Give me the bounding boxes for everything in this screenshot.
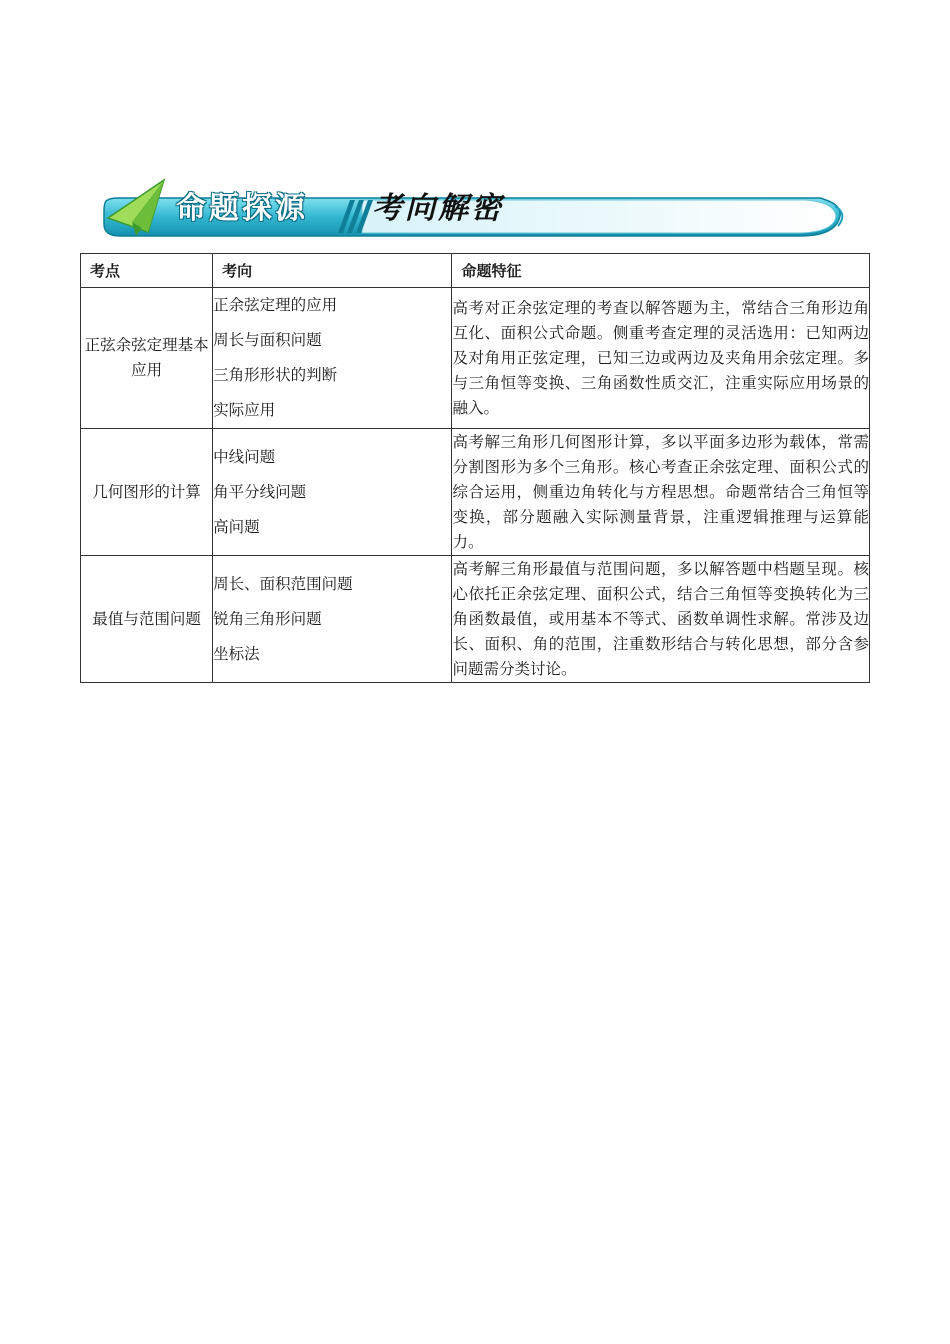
direction-item: 周长、面积范围问题 (213, 574, 353, 593)
paper-plane-icon (102, 178, 172, 242)
direction-item: 坐标法 (213, 644, 260, 663)
directions-cell (213, 556, 452, 683)
header-direction: 考向 (213, 254, 452, 288)
direction-item: 实际应用 (213, 401, 276, 419)
direction-item: 周长与面积问题 (213, 331, 322, 349)
feature-cell: 高考解三角形几何图形计算，多以平面多边形为载体，常需分割图形为多个三角形。核心考查正余弦定理、面积公式的综合运用，侧重边角转化与方程思想。命题常结合三角恒等变换，部分题融入实际测量背景，注重逻辑推理与运算能力。 (452, 429, 870, 556)
direction-item: 高问题 (213, 517, 260, 536)
directions-cell (213, 288, 452, 429)
banner-title-right: 考向解密 (372, 191, 504, 226)
header-feature: 命题特征 (452, 254, 870, 288)
direction-item: 角平分线问题 (213, 482, 307, 501)
topic-cell: 几何图形的计算 (81, 429, 213, 556)
table-row (81, 288, 870, 429)
table-header-row (81, 254, 870, 288)
direction-item: 三角形形状的判断 (213, 366, 338, 384)
table-row (81, 429, 870, 556)
topic-cell: 最值与范围问题 (81, 556, 213, 683)
topic-cell: 正弦余弦定理基本应用 (81, 288, 213, 429)
header-topic: 考点 (81, 254, 213, 288)
feature-cell: 高考解三角形最值与范围问题，多以解答题中档题呈现。核心依托正余弦定理、面积公式，结合三角恒等变换转化为三角函数最值，或用基本不等式、函数单调性求解。常涉及边长、面积、角的范围，注重数形结合与转化思想，部分含参问题需分类讨论。 (452, 556, 870, 683)
exam-topics-table (80, 253, 870, 683)
section-banner (100, 178, 848, 242)
feature-cell: 高考对正余弦定理的考查以解答题为主，常结合三角形边角互化、面积公式命题。侧重考查定理的灵活选用：已知两边及对角用正弦定理，已知三边或两边及夹角用余弦定理。多与三角恒等变换、三角函数性质交汇，注重实际应用场景的融入。 (452, 288, 870, 429)
banner-title-left: 命题探源 (176, 191, 308, 226)
table-row (81, 556, 870, 683)
direction-item: 锐角三角形问题 (213, 609, 322, 628)
direction-item: 中线问题 (213, 447, 276, 466)
direction-item: 正余弦定理的应用 (213, 296, 338, 314)
directions-cell (213, 429, 452, 556)
